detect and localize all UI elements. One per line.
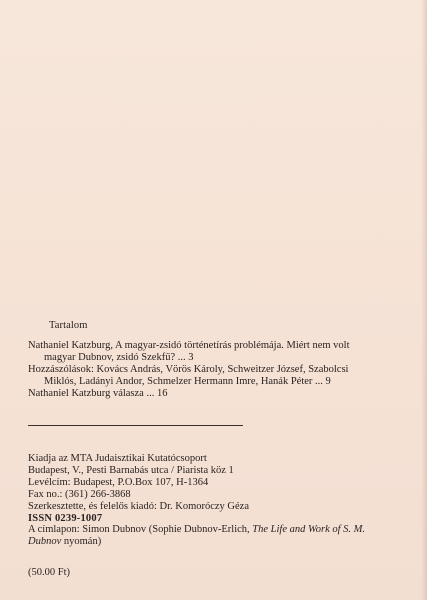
table-of-contents [28,340,420,400]
address-line: Budapest, V., Pesti Barnabás utca / Piarista köz 1 [28,464,234,476]
fax-line: Fax no.: (361) 266-3868 [28,488,131,500]
divider-rule [28,425,243,426]
toc-entry [28,340,420,364]
page-edge-shadow [421,0,427,600]
cover-book-title-cont: Dubnov [28,536,62,548]
toc-entry [28,364,420,388]
mail-address-line: Levélcím: Budapest, P.O.Box 107, H-1364 [28,476,209,488]
toc-entry-line: Hozzászólások: Kovács András, Vörös Károly, Schweitzer József, Szabolcsi [28,364,349,375]
cover-credit [28,524,408,548]
price: (50.00 Ft) [28,567,70,578]
colophon [28,453,408,548]
cover-book-title: The Life and Work of S. M. [252,524,366,536]
toc-entry-line: Nathaniel Katzburg válasza ... 16 [28,388,168,399]
toc-entry [28,388,420,400]
cover-credit-suffix: nyomán) [61,536,102,548]
publisher-line: Kiadja az MTA Judaisztikai Kutatócsoport [28,453,207,464]
toc-entry-continuation: Miklós, Ladányi Andor, Schmelzer Hermann Imre, Hanák Péter ... 9 [44,376,331,387]
cover-credit-prefix: A címlapon: Simon Dubnov (Sophie Dubnov-Erlich, [28,524,253,536]
toc-title: Tartalom [49,320,88,331]
cover-credit-continuation [28,536,408,548]
toc-entry-continuation: magyar Dubnov, zsidó Szekfű? ... 3 [44,352,194,363]
toc-entry-line: Nathaniel Katzburg, A magyar-zsidó történetírás problémája. Miért nem volt [28,340,350,351]
issn-line: ISSN 0239-1007 [28,512,103,524]
editor-line: Szerkesztette, és felelős kiadó: Dr. Komoróczy Géza [28,500,249,512]
